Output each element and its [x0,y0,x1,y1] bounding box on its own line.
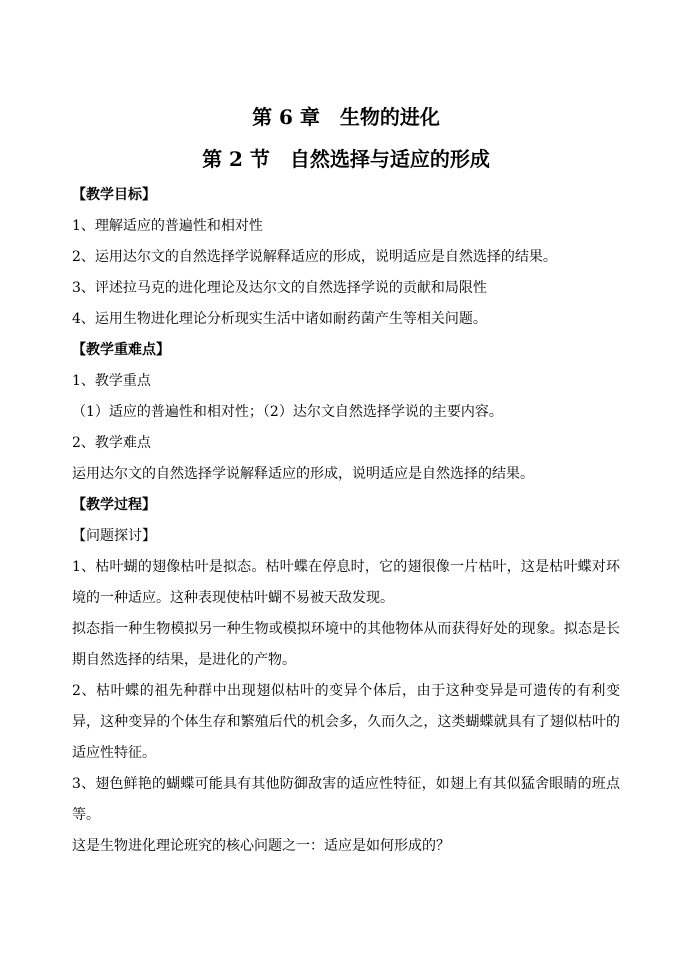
section-title: 第 2 节 自然选择与适应的形成 [202,147,490,171]
process-paragraph: 拟态指一种生物模拟另一种生物或模拟环境中的其他物体从而获得好处的现象。拟态是长期自然选择的结果，是进化的产物。 [72,621,620,668]
teaching-goals-heading: 【教学目标】 [72,187,156,203]
teaching-process-section [72,490,620,862]
key-points-heading: 【教学重难点】 [72,342,170,358]
goal-item: 4、运用生物进化理论分析现实生活中诸如耐药菌产生等相关问题。 [72,311,487,327]
goal-item: 1、理解适应的普遍性和相对性 [72,218,263,234]
goal-item: 2、运用达尔文的自然选择学说解释适应的形成，说明适应是自然选择的结果。 [72,249,557,265]
process-paragraph: 1、枯叶蝴的翅像枯叶是拟态。枯叶蝶在停息时，它的翅很像一片枯叶，这是枯叶蝶对环境的一种适应。这种表现使枯叶蝴不易被天敌发现。 [72,559,620,606]
teaching-process-heading: 【教学过程】 [72,497,156,513]
focus-label: 1、教学重点 [72,373,151,389]
problem-discussion-heading: 【问题探讨】 [72,528,156,544]
difficulty-label: 2、教学难点 [72,435,151,451]
difficulty-text: 运用达尔文的自然选择学说解释适应的形成，说明适应是自然选择的结果。 [72,466,534,482]
key-points-section [72,335,620,490]
process-paragraph: 3、翅色鲜艳的蝴蝶可能具有其他防御敌害的适应性特征，如翅上有其似猛舍眼睛的班点等。 [72,776,620,823]
chapter-title: 第 6 章 生物的进化 [252,105,440,129]
focus-text: （1）适应的普遍性和相对性；（2）达尔文自然选择学说的主要内容。 [72,404,503,420]
goal-item: 3、评述拉马克的进化理论及达尔文的自然选择学说的贡献和局限性 [72,280,487,296]
process-paragraph: 2、枯叶蝶的祖先种群中出现翅似枯叶的变异个体后，由于这种变异是可遗传的有利变异，这种变异的个体生存和繁殖后代的机会多，久而久之，这类蝴蝶就具有了翅似枯叶的适应性特征。 [72,683,620,761]
document-content [72,104,620,862]
process-paragraph: 这是生物进化理论班究的核心问题之一：适应是如何形成的？ [72,838,450,854]
teaching-goals-section [72,180,620,335]
